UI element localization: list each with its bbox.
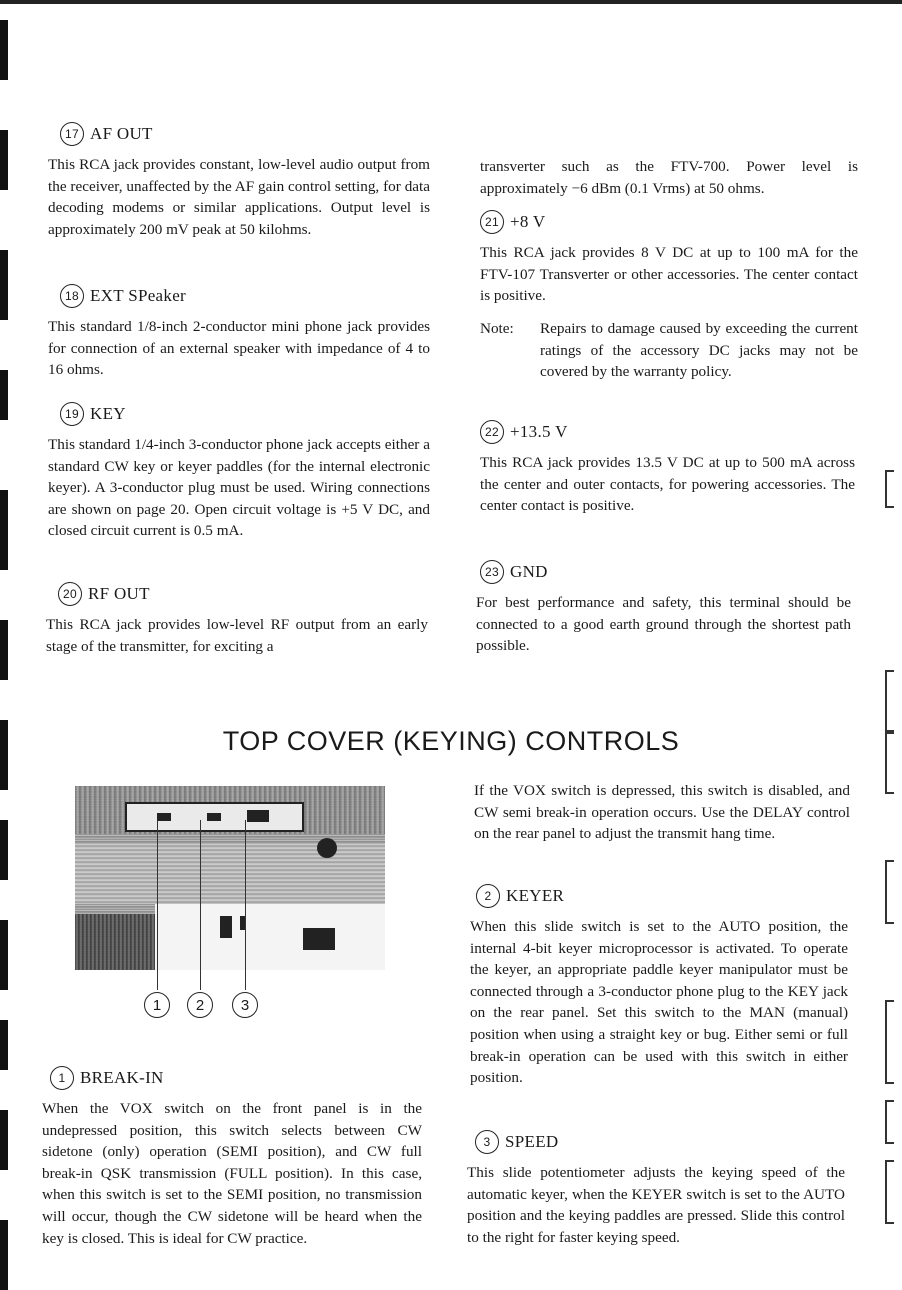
- section-keyer: [470, 884, 848, 1089]
- note-text: Repairs to damage caused by exceeding the current ratings of the accessory DC jacks may not be covered by the warranty policy.: [540, 320, 858, 381]
- section-body: When the VOX switch on the front panel is in the undepressed position, this switch selects between CW sidetone (only) operation (SEMI position), and CW full break-in QSK transmission (FULL position). In this case, when this switch is set to the SEMI position, no transmission will occur, though the CW sidetone will be heard when the key is closed. This is ideal for CW practice.: [42, 1100, 422, 1247]
- section-break-in: [42, 1066, 422, 1249]
- scan-edge-top: [0, 0, 902, 4]
- section-title: +8 V: [510, 212, 546, 231]
- section-body: This slide potentiometer adjusts the keying speed of the automatic keyer, when the KEYER switch is set to the AUTO position and the keying paddles are pressed. Slide this control to the right for faster keying speed.: [467, 1164, 845, 1246]
- section-number: 19: [60, 402, 84, 426]
- callout-2: 2: [187, 992, 213, 1018]
- section-title: RF OUT: [88, 584, 150, 603]
- section-number: 21: [480, 210, 504, 234]
- callout-line-1: [157, 820, 158, 990]
- callout-line-3: [245, 820, 246, 990]
- section-number: 20: [58, 582, 82, 606]
- section-body: When this slide switch is set to the AUTO position, the internal 4-bit keyer microprocessor is activated. To operate the keyer, an appropriate paddle keyer manipulator must be connected through a 3-conductor phone plug to the KEY jack on the rear panel. Set this switch to the MAN (manual) position when using a straight key or bug. Either semi or full break-in operation can be used with this switch in either position.: [470, 918, 848, 1087]
- section-title: KEYER: [506, 886, 565, 905]
- callout-1: 1: [144, 992, 170, 1018]
- section-number: 1: [50, 1066, 74, 1090]
- section-title: SPEED: [505, 1132, 559, 1151]
- section-number: 3: [475, 1130, 499, 1154]
- section-number: 22: [480, 420, 504, 444]
- section-body: This RCA jack provides 13.5 V DC at up to 500 mA across the center and outer contacts, for powering accessories. The center contact is positive.: [480, 454, 855, 515]
- section-title: +13.5 V: [510, 422, 568, 441]
- section-ext-speaker: [48, 284, 430, 381]
- section-body: This RCA jack provides 8 V DC at up to 100 mA for the FTV-107 Transverter or other accessories. The center contact is positive.: [480, 244, 858, 305]
- section-body: This RCA jack provides constant, low-level audio output from the receiver, unaffected by the AF gain control setting, for data decoding modems or similar applications. Output level is approximately 200 mV peak at 50 kilohms.: [48, 156, 430, 238]
- section-number: 2: [476, 884, 500, 908]
- section-title: BREAK-IN: [80, 1068, 164, 1087]
- section-body: transverter such as the FTV-700. Power level is approximately −6 dBm (0.1 Vrms) at 50 ohms.: [480, 158, 858, 197]
- section-number: 17: [60, 122, 84, 146]
- section-body: If the VOX switch is depressed, this switch is disabled, and CW semi break-in operation occurs. Use the DELAY control on the rear panel to adjust the transmit hang time.: [474, 782, 850, 843]
- section-body: This RCA jack provides low-level RF output from an early stage of the transmitter, for exciting a: [46, 616, 428, 655]
- section-rf-out-continued: [480, 156, 858, 199]
- page-title: TOP COVER (KEYING) CONTROLS: [222, 726, 680, 756]
- section-body: This standard 1/8-inch 2-conductor mini phone jack provides for connection of an external speaker with impedance of 4 to 16 ohms.: [48, 318, 430, 379]
- section-body: For best performance and safety, this terminal should be connected to a good earth ground through the shortest path possible.: [476, 594, 851, 655]
- section-af-out: [48, 122, 430, 240]
- scan-edge-right: [882, 280, 894, 1280]
- top-cover-photo: [75, 786, 385, 970]
- section-title: KEY: [90, 404, 126, 423]
- section-plus-13v: [480, 420, 855, 517]
- section-body: This standard 1/4-inch 3-conductor phone jack accepts either a standard CW key or keyer paddles (for the internal electronic keyer). A 3-conductor plug must be used. Wiring connections are shown on page 20. Open circuit voltage is +5 V DC, and closed circuit current is 0.5 mA.: [48, 436, 430, 540]
- section-rf-out: [46, 582, 428, 657]
- warranty-note: [480, 318, 858, 383]
- section-title: EXT SPeaker: [90, 286, 186, 305]
- callout-3: 3: [232, 992, 258, 1018]
- section-number: 18: [60, 284, 84, 308]
- callout-line-2: [200, 820, 201, 990]
- section-title: AF OUT: [90, 124, 153, 143]
- section-gnd: [476, 560, 851, 657]
- section-number: 23: [480, 560, 504, 584]
- section-break-in-continued: [474, 780, 850, 845]
- section-speed: [467, 1130, 845, 1248]
- section-title: GND: [510, 562, 548, 581]
- section-plus-8v: [480, 210, 858, 307]
- note-label: Note:: [480, 320, 514, 337]
- scan-edge-left: [0, 20, 9, 1290]
- section-key: [48, 402, 430, 542]
